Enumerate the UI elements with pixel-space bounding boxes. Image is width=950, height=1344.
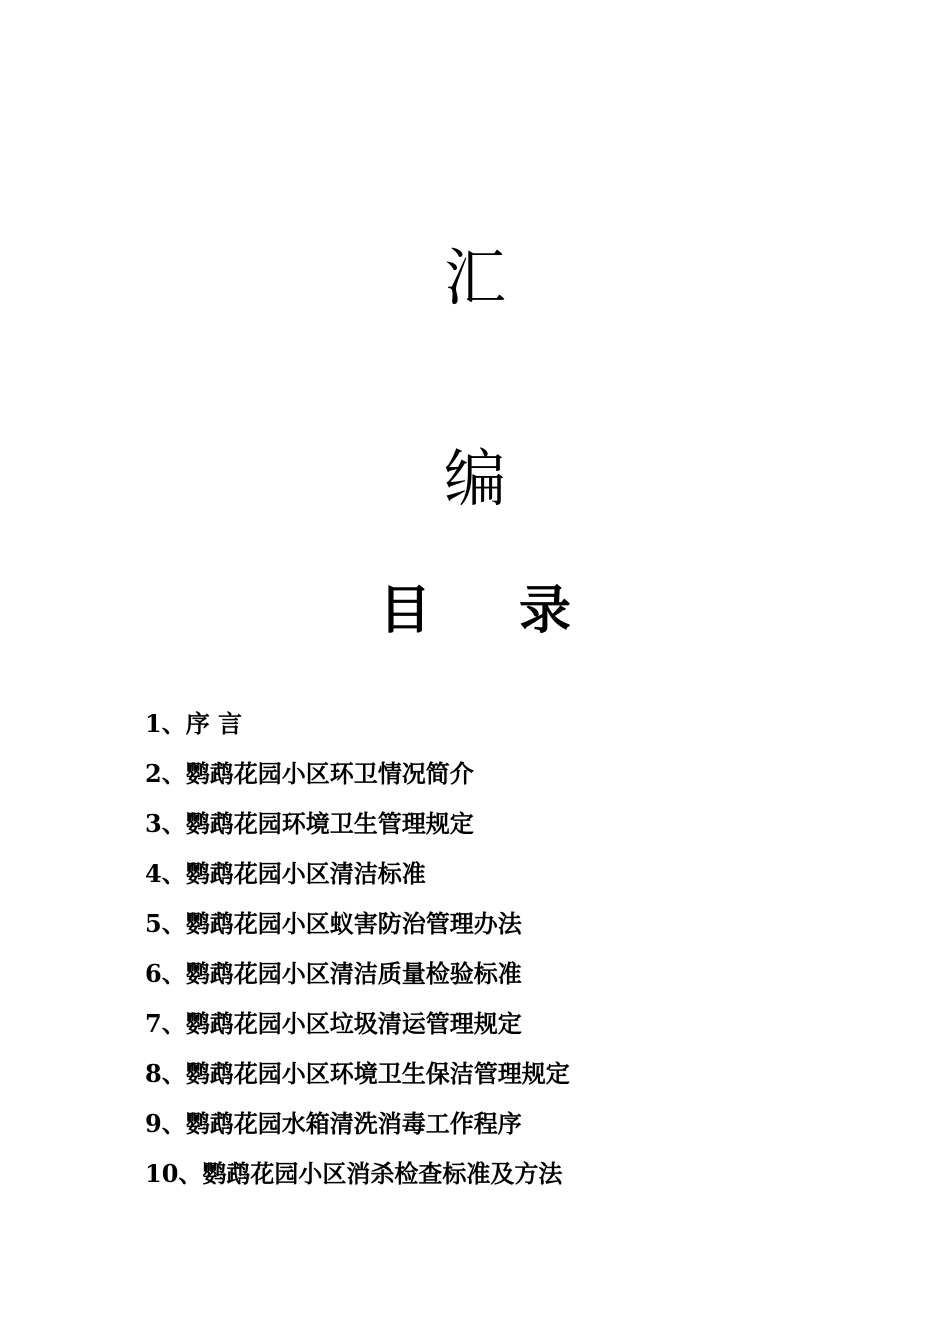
toc-list bbox=[145, 704, 570, 1204]
toc-item: 4、鹦鹉花园小区清洁标准 bbox=[145, 859, 426, 888]
cover-title-char-2: 编 bbox=[443, 442, 506, 515]
toc-item: 8、鹦鹉花园小区环境卫生保洁管理规定 bbox=[145, 1059, 570, 1088]
toc-item: 7、鹦鹉花园小区垃圾清运管理规定 bbox=[145, 1009, 522, 1038]
toc-item: 5、鹦鹉花园小区蚁害防治管理办法 bbox=[145, 909, 522, 938]
toc-item: 2、鹦鹉花园小区环卫情况简介 bbox=[145, 759, 474, 788]
toc-item: 6、鹦鹉花园小区清洁质量检验标准 bbox=[145, 959, 522, 988]
cover-title-char-1: 汇 bbox=[443, 241, 506, 314]
toc-item: 9、鹦鹉花园水箱清洗消毒工作程序 bbox=[145, 1109, 522, 1138]
toc-item: 1、序 言 bbox=[145, 709, 243, 738]
toc-title-part-1: 目 bbox=[378, 580, 431, 641]
toc-item: 10、鹦鹉花园小区消杀检查标准及方法 bbox=[145, 1159, 563, 1188]
toc-title-part-2: 录 bbox=[519, 580, 572, 641]
toc-item: 3、鹦鹉花园环境卫生管理规定 bbox=[145, 809, 474, 838]
toc-title bbox=[0, 580, 950, 641]
